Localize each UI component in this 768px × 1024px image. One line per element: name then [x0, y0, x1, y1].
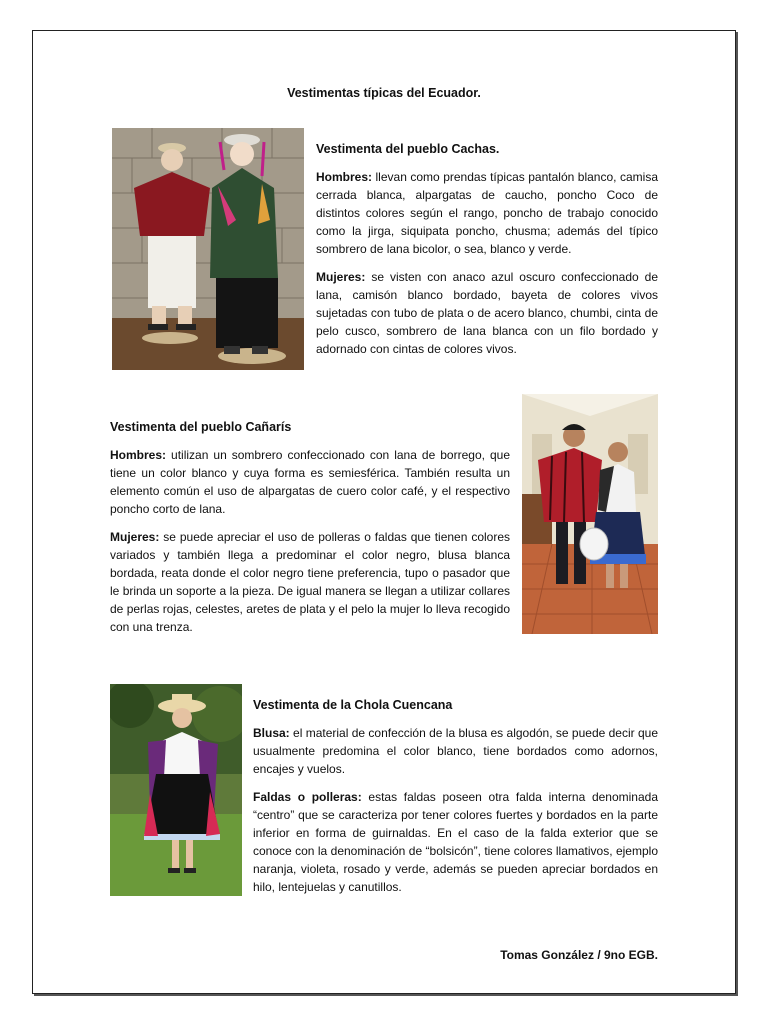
section-cachas — [316, 140, 658, 368]
section-chola-cuencana — [253, 696, 658, 906]
paragraph-text: estas faldas poseen otra falda interna denominada “centro” que se caracteriza por tener colores fuertes y bordados en la parte inferior en forma de guirnaldas. En el caso de la falda exterior que se conoce con la denominación de “bolsicón”, tiene colores llamativos, ejemplo naranja, violeta, rosado y verde, además se pueden apreciar bordados en hilo, lentejuelas y canutillos. — [253, 790, 659, 894]
cachas-costume-illustration — [112, 128, 304, 370]
paragraph-skirts — [253, 788, 658, 896]
paragraph-text: se puede apreciar el uso de polleras o faldas que tienen colores variados y también llega a predominar el color negro, blusa blanca bordada, reata donde el color negro tiene preferencia, tupo o pasador que le brinda un soporte a la pieza. De igual manera se llegan a utilizar collares de perlas rojas, celestes, aretes de plata y el pelo la mujer lo lleva recogido con una trenza. — [110, 530, 510, 634]
paragraph-women — [316, 268, 658, 358]
paragraph-lead: Blusa: — [253, 726, 290, 740]
chola-cuencana-photo — [110, 684, 242, 896]
paragraph-women — [110, 528, 510, 636]
section-heading: Vestimenta del pueblo Cachas. — [316, 142, 500, 156]
paragraph-lead: Hombres: — [110, 448, 167, 462]
canaris-couple-illustration — [522, 394, 658, 634]
paragraph-text: utilizan un sombrero confeccionado con lana de borrego, que tiene un color blanco y cuya forma es semiesférica. También resulta un elemento común el uso de alpargatas de cuero color café, y el respectivo poncho corto de lana. — [110, 448, 510, 516]
paragraph-men — [110, 446, 510, 518]
paragraph-text: el material de confección de la blusa es algodón, se puede decir que usualmente predomina el color blanco, tiene bordados como adornos, encajes y vuelos. — [253, 726, 658, 776]
paragraph-lead: Mujeres: — [110, 530, 160, 544]
author-footer: Tomas González / 9no EGB. — [500, 948, 658, 962]
canaris-couple-photo — [522, 394, 658, 634]
paragraph-text: llevan como prendas típicas pantalón blanco, camisa cerrada blanca, alpargatas de caucho, poncho Coco de distintos colores según el rango, poncho de trabajo conocido como la jirga, siquipata poncho, chusma; además del típico sombrero de lana bicolor, o sea, blanco y verde. — [316, 170, 658, 256]
document-title: Vestimentas típicas del Ecuador. — [287, 86, 481, 100]
paragraph-blouse — [253, 724, 658, 778]
section-canaris — [110, 418, 510, 646]
section-heading: Vestimenta del pueblo Cañarís — [110, 420, 292, 434]
paragraph-lead: Hombres: — [316, 170, 373, 184]
cachas-costume-photo — [112, 128, 304, 370]
paragraph-lead: Faldas o polleras: — [253, 790, 362, 804]
section-heading: Vestimenta de la Chola Cuencana — [253, 698, 453, 712]
chola-cuencana-illustration — [110, 684, 242, 896]
paragraph-men — [316, 168, 658, 258]
paragraph-lead: Mujeres: — [316, 270, 366, 284]
paragraph-text: se visten con anaco azul oscuro confeccionado de lana, camisón blanco bordado, bayeta de colores vivos sujetadas con tubo de plata o de acero blanco, chumbi, cinta de pelo cusco, sombrero de lana blanca con un filo bordado y adornado con cintas de colores vivos. — [316, 270, 658, 356]
